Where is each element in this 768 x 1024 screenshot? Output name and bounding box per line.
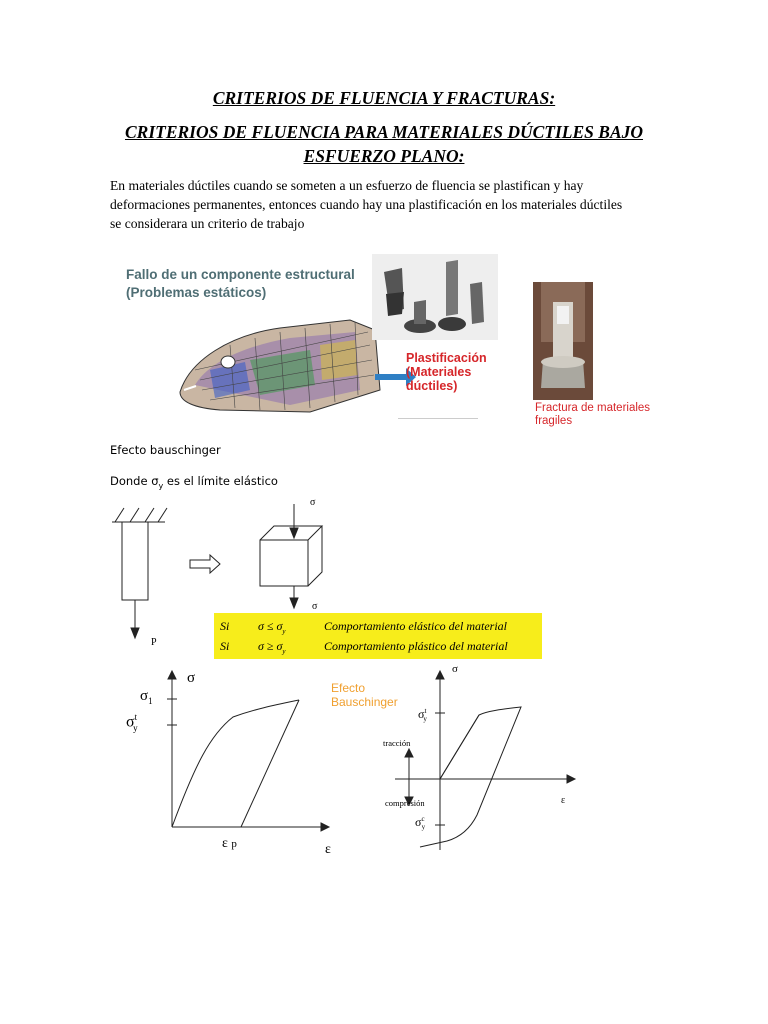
stress-strain-graph-left: [165, 665, 340, 855]
fracture-label-line1: Fractura de materiales: [535, 402, 651, 414]
cube-sigma-bottom-label: σ: [312, 601, 318, 612]
criteria-row2-si: Si: [220, 639, 230, 653]
intro-paragraph-line3: se considerara un criterio de trabajo: [110, 216, 305, 231]
traccion-label: tracción: [383, 738, 411, 748]
criteria-row1-text: Comportamiento elástico del material: [324, 619, 507, 633]
left-graph-eps-p-symbol: ε: [222, 836, 228, 851]
left-graph-eps-p: [222, 836, 237, 852]
yield-criteria-box: [214, 613, 542, 659]
intro-paragraph-line1: En materiales dúctiles cuando se someten a un esfuerzo de fluencia se plastifican y hay: [110, 178, 584, 193]
left-graph-sigma1: [140, 688, 153, 706]
cube-sigma-top-label: σ: [310, 497, 316, 508]
yield-definition-suffix: es el límite elástico: [163, 474, 278, 488]
bauschinger-effect-label-line1: Efecto: [331, 681, 366, 695]
right-graph-sigmay-c-sub: y: [421, 823, 426, 832]
criteria-row1-condition: [258, 619, 286, 635]
right-graph-sigmay-t: [418, 707, 427, 723]
yield-definition-prefix: Donde σ: [110, 474, 159, 488]
criteria-row2-cond: σ ≥ σ: [258, 639, 283, 653]
right-graph-sigmay-c: [415, 815, 425, 831]
bauschinger-label: Efecto bauschinger: [110, 443, 221, 457]
criteria-row1-si: Si: [220, 619, 230, 633]
criteria-row1-sub: y: [282, 627, 286, 636]
figure-title-line1: Fallo de un componente estructural: [126, 267, 355, 282]
section-heading-line1: CRITERIOS DE FLUENCIA PARA MATERIALES DÚCTILES BAJO: [124, 122, 644, 142]
left-graph-sigma-axis: σ: [187, 670, 196, 686]
load-p-label: P: [151, 637, 157, 648]
plastification-label-line2: (Materiales dúctiles): [406, 365, 472, 393]
left-graph-eps-axis: ε: [325, 842, 331, 857]
right-graph-sigmay-t-sub: y: [423, 715, 427, 724]
criteria-row2-sub: y: [282, 647, 286, 656]
yield-definition-sub: y: [158, 481, 164, 491]
plastification-label-line1: Plastificación: [406, 351, 487, 365]
structural-failure-figure: [110, 250, 500, 425]
ductile-specimens-photo: [372, 254, 498, 340]
section-heading-line2: ESFUERZO PLANO:: [303, 146, 465, 166]
left-graph-eps-p-sub: p: [231, 838, 237, 850]
left-graph-sigma1-symbol: σ: [140, 688, 149, 704]
right-graph-sigmay-t-sup: t: [424, 707, 427, 715]
right-graph-sigmay-t-symbol: σ: [418, 707, 425, 721]
left-graph-sigmay-sup: t: [134, 712, 138, 722]
right-graph-sigma-axis: σ: [452, 663, 458, 675]
right-graph-sigmay-c-sup: c: [421, 815, 425, 823]
yield-definition-label: [110, 474, 278, 490]
compresion-label: compresión: [385, 798, 425, 808]
right-graph-eps-axis: ε: [561, 795, 566, 806]
bauschinger-graph-right: [375, 665, 585, 855]
fracture-label-line2: fragiles: [535, 415, 573, 427]
figure-title-line2: (Problemas estáticos): [126, 285, 267, 300]
left-graph-sigma1-sub: 1: [148, 696, 153, 706]
intro-paragraph-line2: deformaciones permanentes, entonces cuando hay una plastificación en los materiales dúctiles: [110, 197, 623, 212]
bauschinger-effect-label-line2: Bauschinger: [331, 695, 398, 709]
document-title: CRITERIOS DE FLUENCIA Y FRACTURAS:: [212, 88, 556, 108]
left-graph-sigmay-symbol: σ: [126, 713, 135, 731]
left-graph-sigmay: [126, 712, 138, 733]
criteria-row2-condition: [258, 639, 286, 655]
criteria-row1-cond: σ ≤ σ: [258, 619, 283, 633]
left-graph-sigmay-sub: y: [133, 722, 138, 733]
brittle-fracture-photo: [533, 282, 593, 400]
criteria-row2-text: Comportamiento plástico del material: [324, 639, 508, 653]
right-graph-sigmay-c-symbol: σ: [415, 815, 422, 829]
figure-caption-rule: [398, 418, 478, 419]
